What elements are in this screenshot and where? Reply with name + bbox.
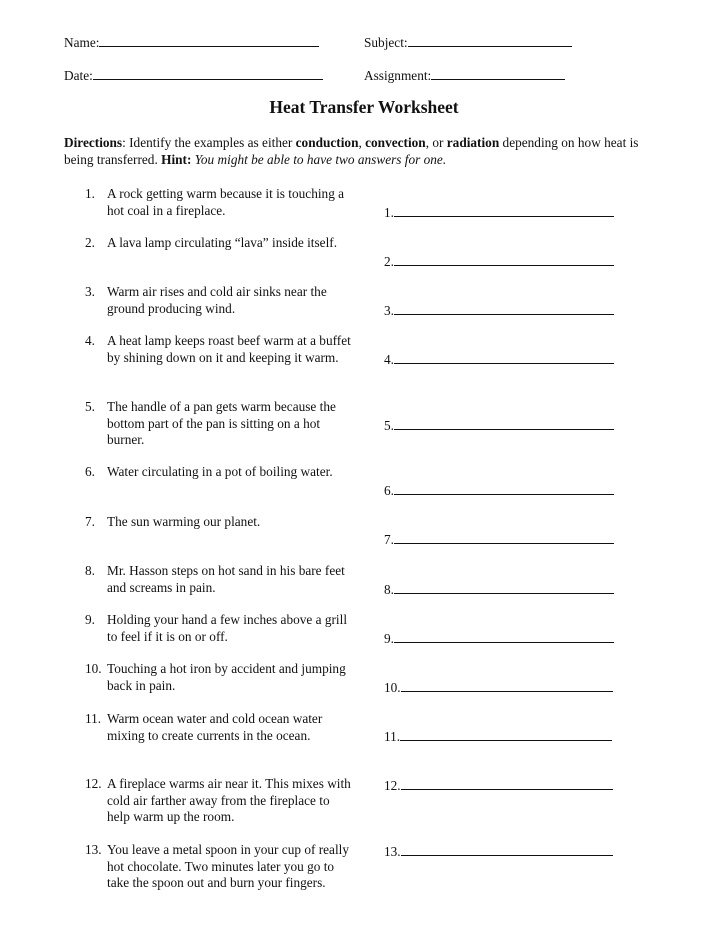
subject-label: Subject:: [364, 35, 408, 50]
answer-blank[interactable]: [394, 629, 614, 643]
question-text: Warm air rises and cold air sinks near the ground producing wind.: [107, 284, 327, 316]
answer-blank[interactable]: [394, 252, 614, 266]
answer-label: 5.: [384, 418, 394, 433]
question-number: 10.: [85, 661, 102, 676]
answer-blank[interactable]: [394, 416, 614, 430]
question-7: [85, 514, 353, 531]
directions-sep-2: , or: [425, 135, 447, 150]
question-number: 3.: [85, 284, 95, 299]
answer-6[interactable]: [384, 481, 614, 500]
question-number: 6.: [85, 464, 95, 479]
question-number: 2.: [85, 235, 95, 250]
question-text: Mr. Hasson steps on hot sand in his bare feet and screams in pain.: [107, 563, 345, 595]
question-text: The sun warming our planet.: [107, 514, 261, 529]
question-text: A fireplace warms air near it. This mixes with cold air farther away from the fireplace to help warm up the room.: [107, 776, 351, 824]
answer-13[interactable]: [384, 842, 613, 861]
directions: [64, 135, 664, 168]
term-convection: convection: [365, 135, 426, 150]
directions-lead: Directions: [64, 135, 123, 150]
question-number: 8.: [85, 563, 95, 578]
answer-2[interactable]: [384, 252, 614, 271]
question-5: [85, 399, 353, 449]
answer-7[interactable]: [384, 530, 614, 549]
question-text: Water circulating in a pot of boiling water.: [107, 464, 333, 479]
name-blank[interactable]: [99, 33, 319, 47]
question-2: [85, 235, 353, 252]
question-number: 5.: [85, 399, 95, 414]
question-3: [85, 284, 353, 317]
name-field: [64, 33, 319, 52]
date-blank[interactable]: [93, 66, 323, 80]
answer-label: 10.: [384, 680, 401, 695]
question-11: [85, 711, 353, 744]
question-number: 1.: [85, 186, 95, 201]
answer-blank[interactable]: [394, 350, 614, 364]
answer-blank[interactable]: [394, 203, 614, 217]
question-text: A lava lamp circulating “lava” inside itself.: [107, 235, 338, 250]
answer-label: 11.: [384, 729, 401, 744]
question-8: [85, 563, 353, 596]
answer-1[interactable]: [384, 203, 614, 222]
term-radiation: radiation: [446, 135, 500, 150]
answer-4[interactable]: [384, 350, 614, 369]
name-label: Name:: [64, 35, 100, 50]
question-number: 7.: [85, 514, 95, 529]
answer-label: 1.: [384, 205, 394, 220]
question-9: [85, 612, 353, 645]
question-number: 4.: [85, 333, 95, 348]
question-text: Holding your hand a few inches above a grill to feel if it is on or off.: [107, 612, 348, 644]
question-text: A rock getting warm because it is touching a hot coal in a fireplace.: [107, 186, 345, 218]
question-13: [85, 842, 353, 892]
question-6: [85, 464, 353, 481]
answer-5[interactable]: [384, 416, 614, 435]
answer-label: 9.: [384, 631, 394, 646]
subject-blank[interactable]: [408, 33, 572, 47]
hint-text: You might be able to have two answers for one.: [194, 151, 447, 167]
answer-label: 8.: [384, 582, 394, 597]
question-text: A heat lamp keeps roast beef warm at a buffet by shining down on it and keeping it warm.: [107, 333, 351, 365]
answer-11[interactable]: [384, 727, 612, 746]
question-1: [85, 186, 353, 219]
answer-blank[interactable]: [394, 580, 614, 594]
question-text: Touching a hot iron by accident and jumping back in pain.: [107, 661, 346, 693]
answer-label: 3.: [384, 303, 394, 318]
question-4: [85, 333, 353, 366]
date-field: [64, 66, 323, 85]
answer-10[interactable]: [384, 678, 613, 697]
question-number: 12.: [85, 776, 102, 791]
hint-label: Hint:: [161, 151, 192, 167]
question-10: [85, 661, 353, 694]
page-title: Heat Transfer Worksheet: [269, 97, 459, 117]
question-number: 13.: [85, 842, 102, 857]
assignment-field: [364, 66, 565, 85]
term-conduction: conduction: [295, 135, 359, 150]
answer-blank[interactable]: [400, 727, 612, 741]
answer-blank[interactable]: [394, 530, 614, 544]
question-text: Warm ocean water and cold ocean water mixing to create currents in the ocean.: [107, 711, 323, 743]
question-number: 9.: [85, 612, 95, 627]
assignment-blank[interactable]: [431, 66, 565, 80]
answer-9[interactable]: [384, 629, 614, 648]
answer-label: 12.: [384, 778, 401, 793]
question-number: 11.: [85, 711, 102, 726]
answer-label: 6.: [384, 483, 394, 498]
answer-3[interactable]: [384, 301, 614, 320]
assignment-label: Assignment:: [364, 68, 432, 83]
answer-12[interactable]: [384, 776, 613, 795]
date-label: Date:: [64, 68, 93, 83]
answer-blank[interactable]: [401, 842, 613, 856]
answer-label: 2.: [384, 254, 394, 269]
answer-blank[interactable]: [401, 678, 613, 692]
answer-blank[interactable]: [394, 301, 614, 315]
subject-field: [364, 33, 572, 52]
answer-label: 7.: [384, 532, 394, 547]
answer-blank[interactable]: [401, 776, 613, 790]
answer-label: 13.: [384, 844, 401, 859]
answer-label: 4.: [384, 352, 394, 367]
question-text: The handle of a pan gets warm because the bottom part of the pan is sitting on a hot burner.: [107, 399, 336, 447]
answer-blank[interactable]: [394, 481, 614, 495]
answer-8[interactable]: [384, 580, 614, 599]
question-text: You leave a metal spoon in your cup of really hot chocolate. Two minutes later you go to take the spoon out and burn your fingers.: [107, 842, 349, 890]
directions-text-2: depending on how heat is being transferred.: [64, 135, 639, 167]
directions-text-1: : Identify the examples as either: [122, 135, 296, 150]
directions-sep-1: ,: [358, 135, 366, 150]
question-12: [85, 776, 353, 826]
